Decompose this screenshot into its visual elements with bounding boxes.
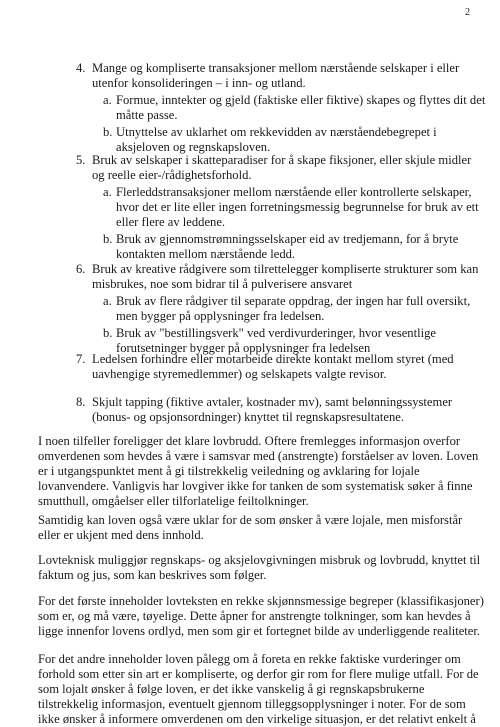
page-number: 2: [465, 7, 470, 18]
sub-item-text: Formue, inntekter og gjeld (faktiske eller fiktive) skapes og flyttes dit det måtte passe.: [116, 93, 486, 122]
sub-item-text: Utnyttelse av uklarhet om rekkevidden av nærståendebegrepet i aksjeloven og regnskapsloven.: [116, 125, 437, 154]
list-item: [76, 395, 486, 425]
sub-item-text: Bruk av "bestillingsverk" ved verdivurderinger, hvor vesentlige forutsetninger bygger på opplysninger fra ledelsen: [116, 326, 436, 355]
sub-item-letter: a.: [103, 294, 112, 308]
sub-item-letter: b.: [103, 232, 113, 246]
sub-item: [103, 294, 486, 324]
list-item-number: 4.: [76, 61, 86, 75]
body-paragraph: Lovteknisk muliggjør regnskaps- og aksjelovgivningen misbruk og lovbrudd, knyttet til faktum og jus, som kan beskrives som følger.: [38, 553, 481, 582]
list-item: [76, 262, 486, 356]
body-paragraph: For det første inneholder lovteksten en rekke skjønnsmessige begreper (klassifikasjoner) som er, og må være, tøyelige. Dette åpner for anstrengte tolkninger, som kan hevdes å ligge innenfor lovens ordlyd, men som gir et fortegnet bilde av underliggende realiteter.: [38, 594, 484, 638]
body-paragraph: For det andre inneholder loven pålegg om å foreta en rekke faktiske vurderinger om forhold som etter sin art er kompliserte, og derfor gir rom for flere mulige utfall. For de som lojalt ønsker å følge loven, er det ikke vanskelig å gi regnskapsbrukerne tilstrekkelig informasjon, eventuelt gjennom tilleggsopplysninger i noter. For de som ikke ønsker å informere omverdenen om den virkelige situasjon, er det relativt enkelt å: [38, 652, 479, 726]
list-item-text: Ledelsen forhindre eller motarbeide direkte kontakt mellom styret (med uavhengige styremedlemmer) og selskapets valgte revisor.: [92, 352, 454, 381]
list-item: [76, 352, 486, 382]
sub-item: [103, 185, 486, 230]
body-paragraph: I noen tilfeller foreligger det klare lovbrudd. Oftere fremlegges informasjon overfor omverdenen som hevdes å være i samsvar med (anstrengte) forståelser av loven. Loven er i utgangspunktet ment å gi tilstrekkelig veiledning og avklaring for lojale lovanvendere. Vanligvis har lovgiver ikke for tanken de som systematisk søker å finne smutthull, omgåelser eller tilforlatelige feiltolkninger.: [38, 434, 479, 508]
sub-item-text: Flerleddstransaksjoner mellom nærstående eller kontrollerte selskaper, hvor det er lite eller ingen forretningsmessig begrunnelse for bruk av ett eller flere av leddene.: [116, 185, 479, 229]
list-item-number: 5.: [76, 153, 86, 167]
list-item-text: Bruk av selskaper i skatteparadiser for å skape fiksjoner, eller skjule midler og reelle eier-/rådighetsforhold.: [92, 153, 472, 182]
sub-item-letter: a.: [103, 93, 112, 107]
list-item-text: Bruk av kreative rådgivere som tilrettelegger kompliserte strukturer som kan misbrukes, noe som bidrar til å pulverisere ansvaret: [92, 262, 479, 291]
list-item-number: 8.: [76, 395, 86, 409]
sub-item: [103, 125, 486, 155]
sub-item-letter: b.: [103, 326, 113, 340]
list-item: [76, 153, 486, 262]
sub-item: [103, 232, 486, 262]
sub-item-text: Bruk av flere rådgiver til separate oppdrag, der ingen har full oversikt, men bygger på opplysninger fra ledelsen.: [116, 294, 471, 323]
sub-item: [103, 93, 486, 123]
list-item-text: Skjult tapping (fiktive avtaler, kostnader mv), samt belønningssystemer (bonus- og opsjonsordninger) knyttet til regnskapsresultatene.: [92, 395, 453, 424]
list-item: [76, 61, 486, 155]
sub-item-text: Bruk av gjennomstrømningsselskaper eid av tredjemann, for å bryte kontakten mellom nærstående ledd.: [116, 232, 459, 261]
body-paragraph: Samtidig kan loven også være uklar for de som ønsker å være lojale, men misforstår eller er ukjent med dens innhold.: [38, 513, 463, 542]
sub-item-letter: b.: [103, 125, 113, 139]
list-item-number: 6.: [76, 262, 86, 276]
list-item-number: 7.: [76, 352, 86, 366]
list-item-text: Mange og kompliserte transaksjoner mellom nærstående selskaper i eller utenfor konsolideringen – i inn- og utland.: [92, 61, 460, 90]
sub-item-letter: a.: [103, 185, 112, 199]
